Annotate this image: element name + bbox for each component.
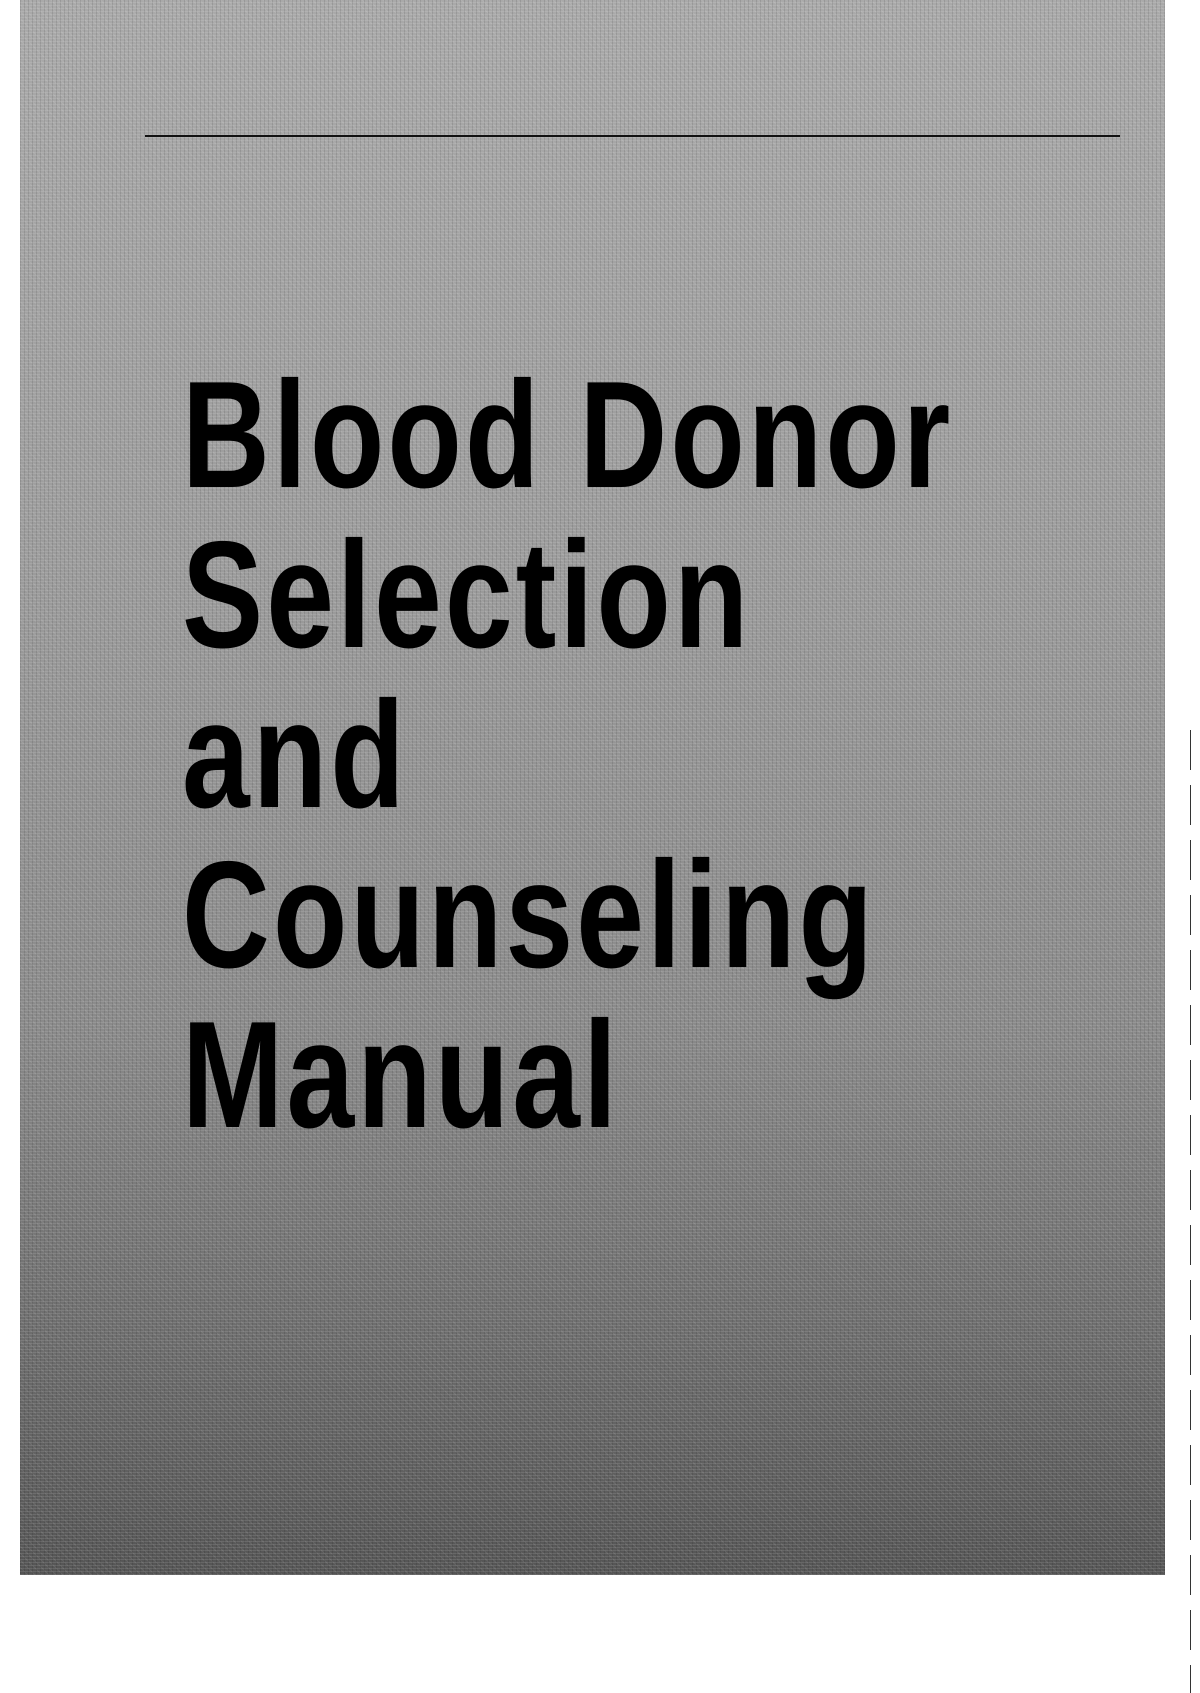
cover-panel (20, 0, 1165, 1575)
title-line-4: Counseling (182, 830, 877, 1000)
title-line-2: Selection (182, 510, 752, 680)
top-divider-rule (145, 135, 1120, 137)
title-line-5: Manual (182, 990, 621, 1160)
title-line-1: Blood Donor (182, 350, 954, 520)
scan-edge-line (1190, 730, 1191, 1693)
cover-title (182, 350, 1082, 1160)
title-line-3: and (182, 670, 408, 840)
